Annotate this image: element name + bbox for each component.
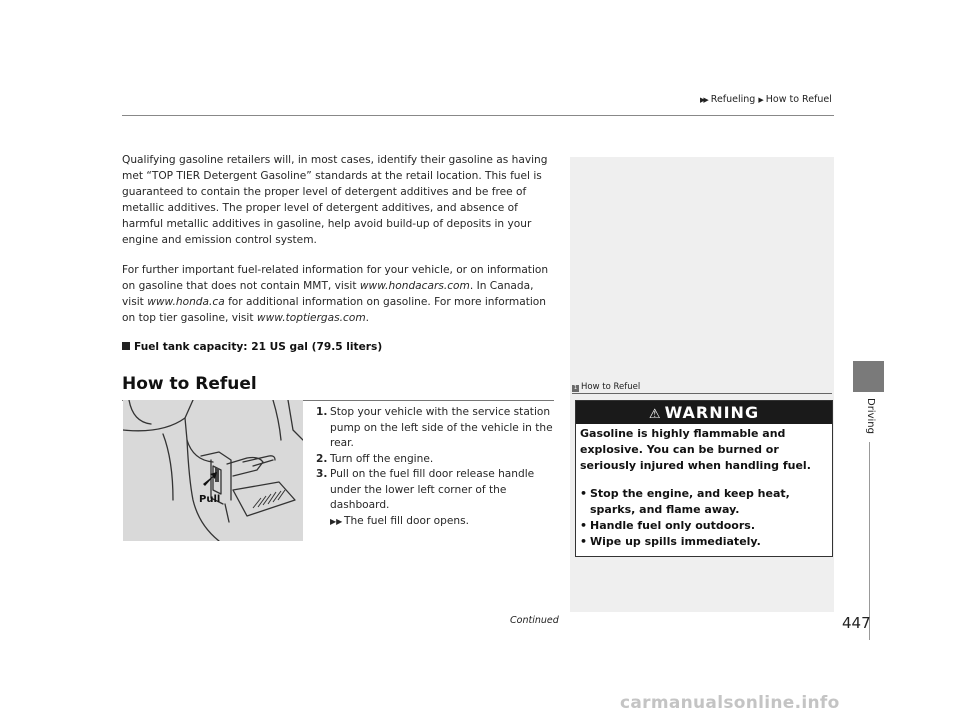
warning-list-item: [580, 518, 830, 534]
step-result-text: The fuel fill door opens.: [344, 514, 470, 527]
warning-list: [580, 486, 830, 550]
note-icon: 1: [573, 385, 578, 391]
step-text: Stop your vehicle with the service station pump on the left side of the vehicle in the rear.: [330, 406, 553, 449]
paragraph-fuel-info: [122, 262, 557, 326]
link-hondacars[interactable]: www.hondacars.com: [359, 280, 470, 292]
warning-heading-text: WARNING: [664, 403, 760, 422]
fuel-capacity-text: Fuel tank capacity: 21 US gal (79.5 liters): [134, 341, 383, 353]
watermark: carmanualsonline.info: [620, 693, 840, 713]
step-text: Pull on the fuel fill door release handle under the lower left corner of the dashboard.: [330, 468, 535, 511]
link-toptiergas[interactable]: www.toptiergas.com: [256, 312, 366, 324]
result-arrows-icon: ▶▶: [330, 516, 343, 526]
warning-list-item: [580, 486, 830, 518]
pull-arrow-icon: [203, 472, 217, 486]
link-honda-ca[interactable]: www.honda.ca: [147, 296, 225, 308]
fuel-door-release-illustration: [123, 400, 303, 541]
paragraph-text: For further important fuel-related information for your vehicle, or on information on gasoline that does not contain MMT, visit: [122, 264, 549, 292]
paragraph-text: for additional information on gasoline. For more information on top tier gasoline, visit: [122, 296, 546, 324]
warning-list-item: [580, 534, 830, 550]
chapter-tab-marker[interactable]: [853, 361, 884, 392]
refuel-steps: [316, 405, 556, 529]
sidebar-note-rule: [572, 393, 832, 394]
paragraph-text: .: [365, 312, 370, 324]
step-item: [316, 405, 556, 452]
page-number: 447: [842, 614, 871, 632]
breadcrumb-section[interactable]: Refueling: [710, 94, 756, 105]
paragraph-top-tier: Qualifying gasoline retailers will, in most cases, identify their gasoline as having met “TOP TIER Detergent Gasoline” standards at the retail location. This fuel is guaranteed to contain the proper level of detergent additives and be free of metallic additives. The proper level of detergent additives, and absence of harmful metallic additives in gasoline, help avoid build-up of deposits in your engine and emission control system.: [122, 154, 548, 246]
step-result: [330, 514, 556, 530]
continued-label: Continued: [510, 615, 559, 626]
step-number: 1.: [316, 406, 328, 418]
dashboard-drawing: [123, 400, 303, 541]
bullet-icon: •: [580, 535, 588, 548]
breadcrumb-arrows-icon: ▶▶: [700, 96, 707, 104]
warning-text: Gasoline is highly flammable and explosive. You can be burned or seriously injured when handling fuel.: [580, 427, 811, 472]
breadcrumb-page: How to Refuel: [765, 94, 832, 105]
header-rule: [122, 115, 834, 116]
chapter-tab-rule: [869, 442, 870, 640]
paragraph-text: . In Canada, visit: [122, 280, 534, 308]
step-text: Turn off the engine.: [330, 452, 434, 465]
step-number: 3.: [316, 468, 328, 480]
breadcrumb-separator-icon: ▶: [758, 96, 764, 104]
sidebar-note-title-text: How to Refuel: [581, 382, 641, 392]
step-item: [316, 452, 556, 468]
bullet-icon: •: [580, 519, 588, 532]
step-item: [316, 467, 556, 514]
fuel-capacity-heading: [122, 341, 382, 353]
pull-label: Pull: [199, 494, 221, 505]
bullet-icon: •: [580, 487, 588, 500]
sidebar-note-title: [572, 382, 640, 392]
warning-item-text: Wipe up spills immediately.: [590, 535, 761, 548]
square-bullet-icon: [122, 342, 130, 350]
breadcrumb: [700, 94, 832, 105]
section-title: How to Refuel: [122, 374, 257, 394]
chapter-tab-label[interactable]: Driving: [865, 398, 876, 434]
warning-item-text: Stop the engine, and keep heat, sparks, and flame away.: [590, 487, 790, 516]
warning-header: [576, 401, 832, 424]
step-number: 2.: [316, 452, 328, 465]
warning-item-text: Handle fuel only outdoors.: [590, 519, 756, 532]
warning-alert-icon: ⚠: [648, 407, 662, 422]
